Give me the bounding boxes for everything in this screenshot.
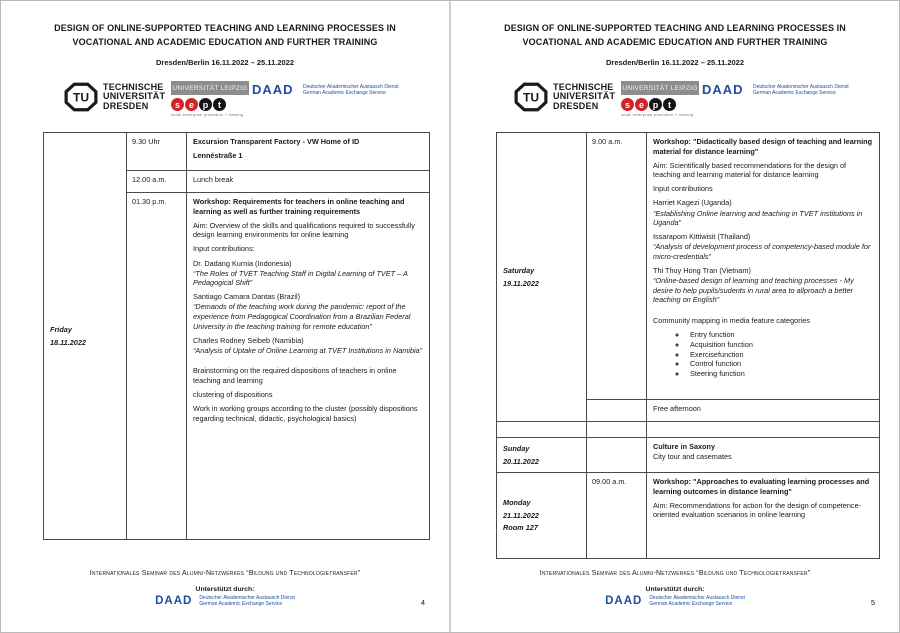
uni-leipzig-logo: UNIVERSITÄT LEIPZIG (621, 81, 699, 95)
table-paragraph: “Analysis of Uptake of Online Learning at TVET Institutions in Namibia” (193, 345, 423, 355)
tu-dresden-octagon-icon (64, 82, 98, 112)
day-cell-friday (44, 133, 127, 540)
footer-daad-logo (1, 595, 449, 607)
sept-dot-p: p (649, 98, 662, 111)
daad-desc-line1: Deutscher Akademischer Austausch Dienst (303, 84, 399, 90)
bullet-list (653, 330, 873, 379)
daad-logo: DAAD (155, 595, 193, 607)
title-line-2: VOCATIONAL AND ACADEMIC EDUCATION AND FURTHER TRAINING (522, 37, 828, 47)
document-title (481, 21, 869, 49)
schedule-table-weekend (496, 132, 880, 559)
table-paragraph: Workshop: "Didactically based design of teaching and learning material for distance learning" (653, 137, 873, 156)
time-cell (587, 400, 647, 422)
tud-line2: UNIVERSITÄT (553, 91, 616, 102)
day-name: Saturday (503, 266, 535, 276)
day-cell-monday (497, 473, 587, 559)
day-cell-saturday (497, 133, 587, 422)
footer-supported-by: Unterstützt durch: (195, 586, 255, 593)
day-cell-empty (497, 422, 587, 438)
daad-description (199, 595, 295, 607)
content-cell (647, 422, 880, 438)
time-cell (587, 422, 647, 438)
sept-dot-t: t (213, 98, 226, 111)
footer-seminar-line: Internationales Seminar des Alumni-Netzwerkes “Bildung und Technologietransfer” (539, 570, 811, 577)
bullet-item: ◦ Acquisition function (687, 340, 873, 350)
table-paragraph: Workshop: Requirements for teachers in online teaching and learning as well as further training requirements (193, 197, 405, 216)
table-paragraph: City tour and casemates (653, 452, 732, 462)
logo-row (451, 79, 900, 127)
svg-text:TU: TU (522, 90, 540, 105)
day-name: Sunday (503, 444, 530, 454)
sept-dot-e: e (635, 98, 648, 111)
day-date: 19.11.2022 (503, 278, 539, 288)
table-paragraph: Excursion Transparent Factory - VW Home of ID (193, 137, 360, 146)
event-date-range: Dresden/Berlin 16.11.2022 – 25.11.2022 (605, 58, 745, 67)
table-paragraph: Workshop: "Approaches to evaluating learning processes and learning outcomes in distance learning" (653, 477, 870, 496)
sept-tagline: small enterprise promotion + training (171, 112, 244, 117)
footer-seminar-line: Internationales Seminar des Alumni-Netzwerkes “Bildung und Technologietransfer” (89, 570, 361, 577)
daad-desc-line2: German Academic Exchange Service (649, 601, 733, 607)
table-paragraph: Culture in Saxony (653, 442, 716, 452)
sept-dot-s: s (621, 98, 634, 111)
bullet-item: ◦ Steering function (687, 369, 873, 379)
table-paragraph: Aim: Recommendations for action for the design of competence-oriented evaluation scenarios in online learning (653, 500, 862, 520)
event-date-range: Dresden/Berlin 16.11.2022 – 25.11.2022 (155, 58, 295, 67)
table-paragraph: Input contributions (653, 184, 713, 194)
daad-desc-line2: German Academic Exchange Service (199, 601, 283, 607)
tud-line3: DRESDEN (553, 100, 599, 111)
table-row (497, 438, 880, 473)
table-paragraph: “The Roles of TVET Teaching Staff in Digital Learning of TVET – A Pedagogical Shift” (193, 268, 408, 288)
daad-desc-line2: German Academic Exchange Service (303, 90, 386, 96)
daad-description (753, 84, 849, 96)
time-cell: 9.00 a.m. (587, 133, 647, 400)
day-name: Monday (503, 498, 531, 508)
sept-dot-e: e (185, 98, 198, 111)
tu-dresden-octagon-icon (514, 82, 548, 112)
tu-dresden-logo (514, 82, 615, 112)
table-paragraph: Aim: Overview of the skills and qualifications required to successfully design learning environments for online learning (193, 220, 415, 240)
day-date: 20.11.2022 (503, 456, 539, 466)
table-paragraph: Charles Rodney Seibeb (Namibia) (193, 335, 304, 345)
sept-logo (171, 98, 243, 117)
table-paragraph: Lunch break (193, 175, 234, 184)
tud-line3: DRESDEN (103, 100, 149, 111)
content-cell (647, 438, 880, 473)
table-paragraph: Issarapom Kittiwisit (Thailand) (653, 232, 751, 242)
table-row-empty (497, 422, 880, 438)
bullet-item: ◦ Exercisefunction (687, 350, 873, 360)
time-cell: 01.30 p.m. (127, 193, 187, 540)
title-line-1: DESIGN OF ONLINE-SUPPORTED TEACHING AND LEARNING PROCESSES IN (504, 23, 846, 33)
table-row (497, 473, 880, 559)
day-room: Room 127 (503, 523, 538, 533)
title-line-2: VOCATIONAL AND ACADEMIC EDUCATION AND FURTHER TRAINING (72, 37, 378, 47)
table-paragraph: Aim: Scientifically based recommendations for the design of teaching and learning material for distance learning (653, 160, 847, 180)
time-cell: 9.30 Uhr (127, 133, 187, 171)
title-line-1: DESIGN OF ONLINE-SUPPORTED TEACHING AND LEARNING PROCESSES IN (54, 23, 396, 33)
sept-dots-icon (621, 98, 693, 111)
table-paragraph: Dr. Dadang Kurnia (Indonesia) (193, 258, 292, 268)
sept-dots-icon (171, 98, 243, 111)
content-cell (187, 133, 430, 171)
table-row (44, 133, 430, 171)
content-cell (187, 193, 430, 540)
document-title (31, 21, 419, 49)
tud-line1: TECHNISCHE (553, 81, 614, 92)
table-paragraph: Input contributions: (193, 244, 255, 254)
sept-tagline: small enterprise promotion + training (621, 112, 694, 117)
uni-leipzig-logo: UNIVERSITÄT LEIPZIG (171, 81, 249, 95)
page-number: 5 (870, 598, 875, 607)
sept-logo (621, 98, 693, 117)
table-paragraph: Harriet Kagezi (Uganda) (653, 198, 732, 208)
tu-dresden-wordmark (553, 83, 615, 112)
table-paragraph: “Analysis of development process of competency-based module for micro-credentials” (653, 242, 871, 261)
daad-logo: DAAD (252, 82, 294, 97)
table-paragraph: Free afternoon (653, 404, 701, 413)
content-cell (647, 133, 880, 400)
tud-line1: TECHNISCHE (103, 81, 164, 92)
time-cell: 09.00 a.m. (587, 473, 647, 559)
daad-description (649, 595, 745, 607)
table-paragraph: Lennéstraße 1 (193, 151, 243, 161)
page-right (451, 1, 899, 632)
table-paragraph: Brainstorming on the required dispositions of teachers in online teaching and learning (193, 366, 397, 385)
table-paragraph: “Online-based design of learning and teaching processes - My desire to help pupils/sudents in rural area to allproach a better teaching on English” (653, 276, 854, 305)
daad-logo: DAAD (605, 595, 643, 607)
table-paragraph: “Establishing Online learning and teaching in TVET institutions in Uganda” (653, 208, 863, 228)
table-paragraph: Thi Thuy Hong Tran (Vietnam) (653, 266, 751, 276)
footer-daad-logo (451, 595, 899, 607)
bullet-item: ◦ Control function (687, 359, 873, 369)
logo-row (1, 79, 450, 127)
day-cell-sunday (497, 438, 587, 473)
table-paragraph: Community mapping in media feature categories (653, 315, 810, 325)
daad-desc-line1: Deutscher Akademischer Austausch Dienst (753, 84, 849, 90)
sept-dot-s: s (171, 98, 184, 111)
content-cell (647, 473, 880, 559)
footer-supported-by: Unterstützt durch: (645, 586, 705, 593)
page-left (1, 1, 449, 632)
day-date: 18.11.2022 (50, 337, 86, 347)
page-number: 4 (420, 598, 425, 607)
content-cell (647, 400, 880, 422)
sept-dot-p: p (199, 98, 212, 111)
day-date: 21.11.2022 (503, 510, 539, 520)
svg-text:TU: TU (72, 90, 90, 105)
daad-description (303, 84, 399, 96)
table-paragraph: clustering of dispositions (193, 390, 273, 400)
daad-desc-line1: Deutscher Akademischer Austausch Dienst (649, 595, 745, 601)
tu-dresden-wordmark (103, 83, 165, 112)
tu-dresden-logo (64, 82, 165, 112)
table-paragraph: Santiago Camara Dantas (Brazil) (193, 292, 301, 302)
schedule-table (43, 132, 430, 540)
time-cell (587, 438, 647, 473)
bullet-item: ◦ Entry function (687, 330, 873, 340)
table-paragraph: Work in working groups according to the cluster (possibly dispositions regarding technical, didactic, psychological basics) (193, 404, 418, 423)
table-row (497, 133, 880, 400)
daad-logo: DAAD (702, 82, 744, 97)
sept-dot-t: t (663, 98, 676, 111)
time-cell: 12.00 a.m. (127, 171, 187, 193)
content-cell (187, 171, 430, 193)
daad-desc-line1: Deutscher Akademischer Austausch Dienst (199, 595, 295, 601)
schedule-table-friday (43, 132, 430, 540)
schedule-table (496, 132, 880, 559)
tud-line2: UNIVERSITÄT (103, 91, 166, 102)
table-paragraph: “Demands of the teaching work during the pandemic: report of the experience from Pedagogical Coordination from a Brazilian Federal University in the teaching training for remote education” (193, 302, 411, 331)
daad-desc-line2: German Academic Exchange Service (753, 90, 836, 96)
day-name: Friday (50, 325, 72, 335)
